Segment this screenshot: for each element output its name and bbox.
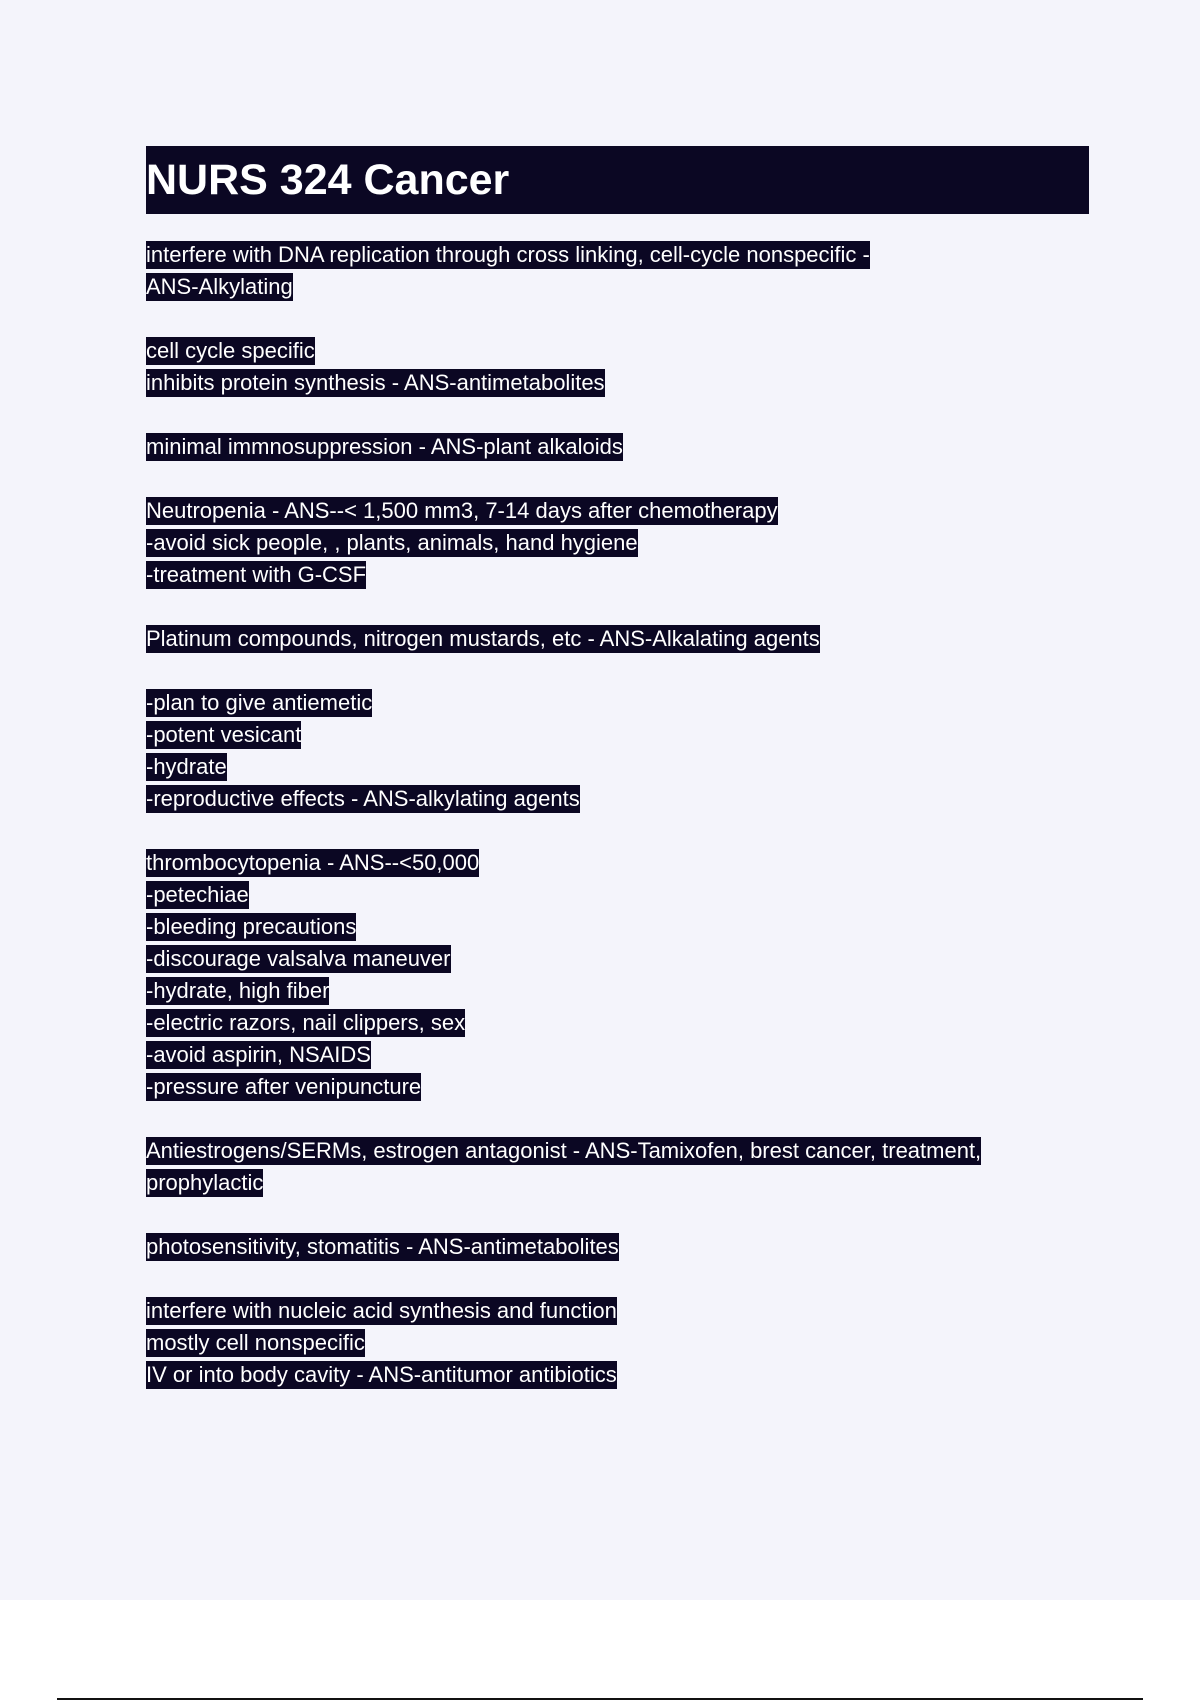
note-line: -plan to give antiemetic — [146, 690, 373, 715]
title-bar — [146, 146, 1089, 214]
note-block — [146, 433, 1089, 465]
note-block — [146, 689, 1089, 817]
note-line: cell cycle specific — [146, 338, 315, 363]
note-line: prophylactic — [146, 1170, 264, 1195]
note-block — [146, 1233, 1089, 1265]
note-line: thrombocytopenia - ANS--<50,000 — [146, 850, 480, 875]
note-line: -avoid sick people, , plants, animals, hand hygiene — [146, 530, 638, 555]
note-line: photosensitivity, stomatitis - ANS-antimetabolites — [146, 1234, 619, 1259]
note-block — [146, 1137, 1089, 1201]
note-block — [146, 1297, 1089, 1393]
note-line: interfere with DNA replication through cross linking, cell-cycle nonspecific - — [146, 242, 870, 267]
note-line: -electric razors, nail clippers, sex — [146, 1010, 466, 1035]
document-title: NURS 324 Cancer — [146, 155, 510, 204]
note-line: IV or into body cavity - ANS-antitumor antibiotics — [146, 1362, 617, 1387]
note-block — [146, 337, 1089, 401]
note-line: -treatment with G-CSF — [146, 562, 367, 587]
note-line: -reproductive effects - ANS-alkylating agents — [146, 786, 580, 811]
note-line: -petechiae — [146, 882, 249, 907]
note-line: mostly cell nonspecific — [146, 1330, 365, 1355]
note-line: -hydrate, high fiber — [146, 978, 330, 1003]
note-line: -pressure after venipuncture — [146, 1074, 422, 1099]
note-line: ANS-Alkylating — [146, 274, 293, 299]
note-block — [146, 497, 1089, 593]
note-line: -avoid aspirin, NSAIDS — [146, 1042, 371, 1067]
document-content — [146, 241, 1089, 1425]
note-line: -potent vesicant — [146, 722, 302, 747]
note-line: -discourage valsalva maneuver — [146, 946, 451, 971]
note-line: Neutropenia - ANS--< 1,500 mm3, 7-14 days after chemotherapy — [146, 498, 778, 523]
note-block — [146, 241, 1089, 305]
note-block — [146, 625, 1089, 657]
note-block — [146, 849, 1089, 1105]
note-line: -hydrate — [146, 754, 227, 779]
note-line: minimal immnosuppression - ANS-plant alkaloids — [146, 434, 623, 459]
note-line: interfere with nucleic acid synthesis and function — [146, 1298, 617, 1323]
note-line: -bleeding precautions — [146, 914, 357, 939]
note-line: Antiestrogens/SERMs, estrogen antagonist - ANS-Tamixofen, brest cancer, treatment, — [146, 1138, 982, 1163]
note-line: Platinum compounds, nitrogen mustards, etc - ANS-Alkalating agents — [146, 626, 820, 651]
note-line: inhibits protein synthesis - ANS-antimetabolites — [146, 370, 605, 395]
